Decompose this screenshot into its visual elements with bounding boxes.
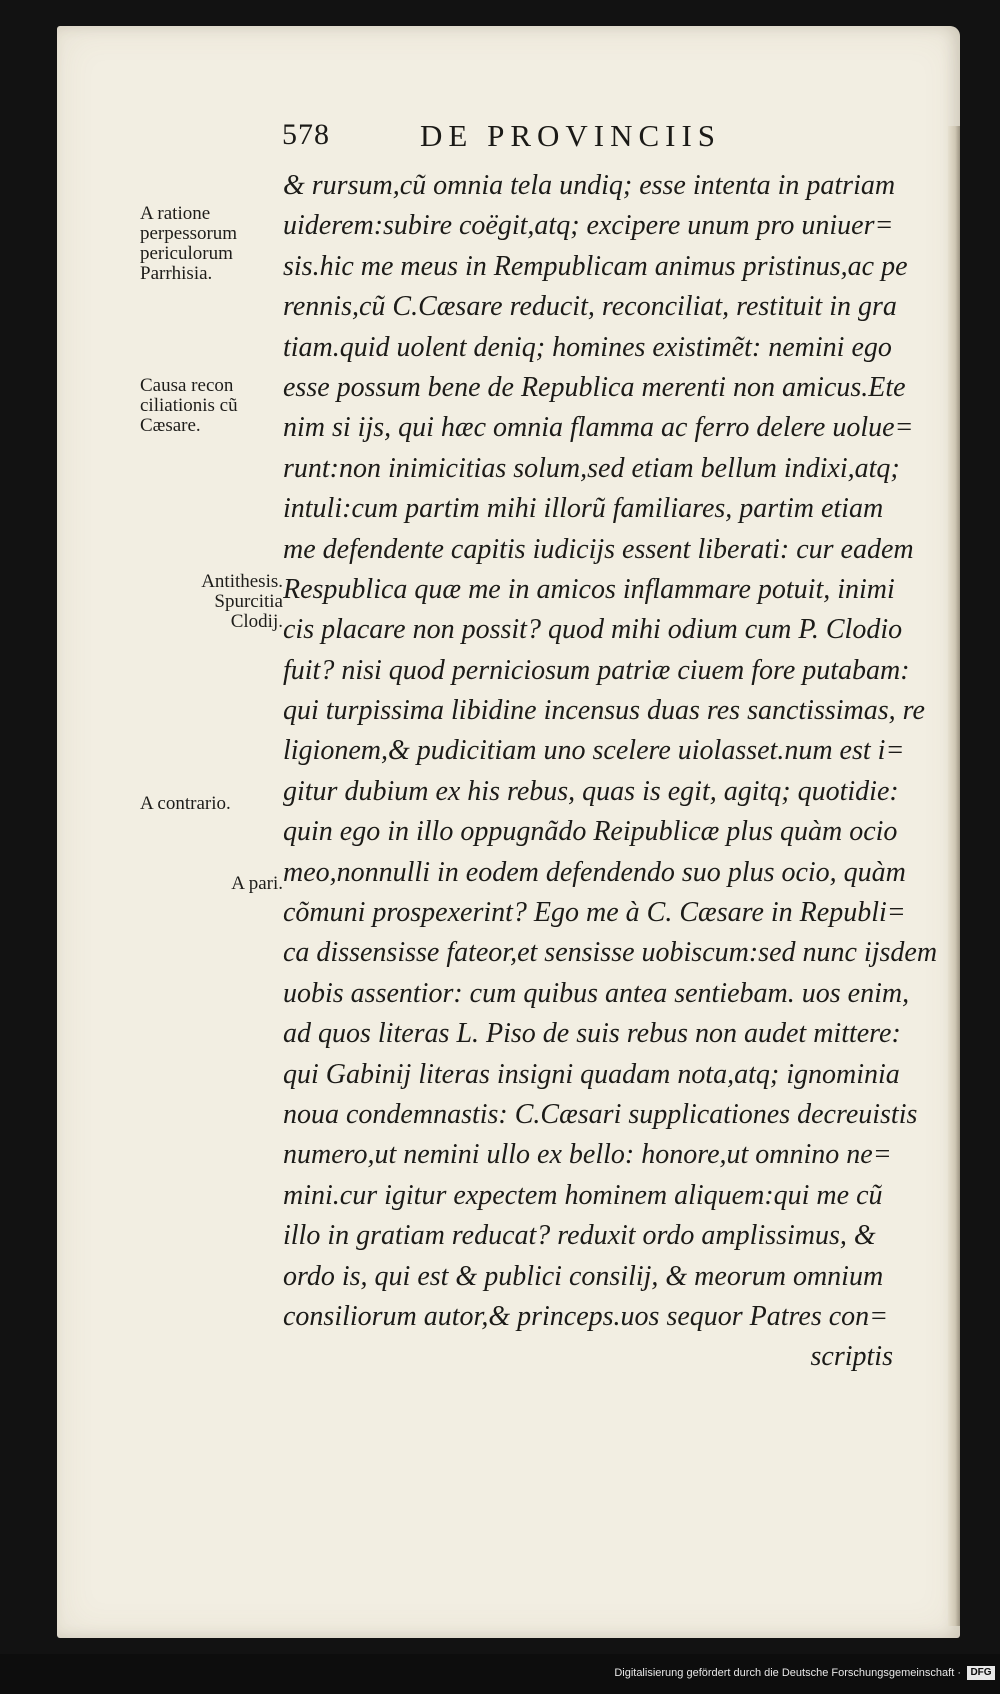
text-line: cõmuni prospexerint? Ego me à C. Cæsare in Republi= (283, 897, 906, 929)
text-line: quin ego in illo oppugnãdo Reipublicæ plus quàm ocio (283, 816, 898, 848)
text-line: scriptis (810, 1341, 893, 1373)
margin-note-line: Cæsare. (140, 415, 201, 436)
text-line: Respublica quæ me in amicos inflammare potuit, inimi (283, 573, 895, 605)
margin-note (140, 204, 237, 284)
text-line: fuit? nisi quod perniciosum patriæ ciuem fore putabam: (283, 654, 910, 686)
running-head (270, 118, 870, 158)
text-line: sis.hic me meus in Rempublicam animus pristinus,ac pe (283, 250, 908, 282)
funding-credit: Digitalisierung gefördert durch die Deutsche Forschungsgemeinschaft · (614, 1667, 961, 1679)
text-line: esse possum bene de Republica merenti non amicus.Ete (283, 371, 906, 403)
text-line: mini.cur igitur expectem hominem aliquem:qui me cũ (283, 1179, 883, 1211)
digitization-footer (0, 1654, 1000, 1694)
margin-note-line: Clodij. (230, 611, 283, 632)
text-line: cis placare non possit? quod mihi odium cum P. Clodio (283, 614, 903, 646)
margin-note (140, 376, 238, 436)
text-line: numero,ut nemini ullo ex bello: honore,ut omnino ne= (283, 1139, 892, 1171)
text-line: noua condemnastis: C.Cæsari supplicationes decreuistis (283, 1098, 918, 1130)
margin-notes (140, 204, 285, 1004)
text-line: uobis assentior: cum quibus antea sentiebam. uos enim, (283, 977, 910, 1009)
margin-note-line: Parrhisia. (140, 263, 213, 284)
text-line: runt:non inimicitias solum,sed etiam bellum indixi,atq; (283, 452, 900, 484)
text-line: qui Gabinij literas insigni quadam nota,atq; ignominia (283, 1058, 900, 1090)
text-line: nim si ijs, qui hæc omnia flamma ac ferro delere uolue= (283, 412, 914, 444)
text-line: ca dissensisse fateor,et sensisse uobiscum:sed nunc ijsdem (283, 937, 938, 969)
text-line: meo,nonnulli in eodem defendendo suo plus ocio, quàm (283, 856, 906, 888)
margin-note-line: Causa recon (140, 375, 234, 396)
body-text (283, 166, 973, 1378)
running-title: DE PROVINCIIS (420, 118, 722, 153)
margin-note (140, 794, 231, 814)
text-line: consiliorum autor,& princeps.uos sequor Patres con= (283, 1300, 889, 1332)
margin-note-line: periculorum (140, 243, 233, 264)
margin-note (140, 874, 283, 894)
page-number: 578 (282, 118, 330, 151)
margin-note-line: ciliationis cũ (140, 395, 238, 416)
margin-note-line: Spurcitia (214, 591, 283, 612)
text-line: & rursum,cũ omnia tela undiq; esse intenta in patriam (283, 170, 896, 201)
text-line: rennis,cũ C.Cæsare reducit, reconciliat, restituit in gra (283, 291, 897, 323)
text-line: qui turpissima libidine incensus duas res sanctissimas, re (283, 695, 925, 727)
margin-note-line: perpessorum (140, 223, 238, 244)
text-line: uiderem:subire coëgit,atq; excipere unum pro uniuer= (283, 210, 894, 242)
margin-note-line: A ratione (140, 203, 211, 224)
text-line: ad quos literas L. Piso de suis rebus non audet mittere: (283, 1018, 901, 1050)
text-line: ordo is, qui est & publici consilij, & meorum omnium (283, 1260, 884, 1292)
margin-note-line: Antithesis. (201, 571, 283, 592)
text-line: illo in gratiam reducat? reduxit ordo amplissimus, & (283, 1220, 876, 1252)
text-line: gitur dubium ex his rebus, quas is egit, agitq; quotidie: (283, 775, 899, 807)
margin-note (140, 572, 283, 632)
margin-note-line: A contrario. (140, 793, 231, 814)
dfg-logo: DFG (967, 1666, 995, 1680)
margin-note-line: A pari. (231, 873, 283, 894)
text-line: me defendente capitis iudicijs essent liberati: cur eadem (283, 533, 914, 565)
text-line: ligionem,& pudicitiam uno scelere uiolasset.num est i= (283, 735, 905, 767)
text-line: intuli:cum partim mihi illorũ familiares, partim etiam (283, 493, 884, 525)
text-line: tiam.quid uolent deniq; homines existimẽt: nemini ego (283, 331, 892, 363)
